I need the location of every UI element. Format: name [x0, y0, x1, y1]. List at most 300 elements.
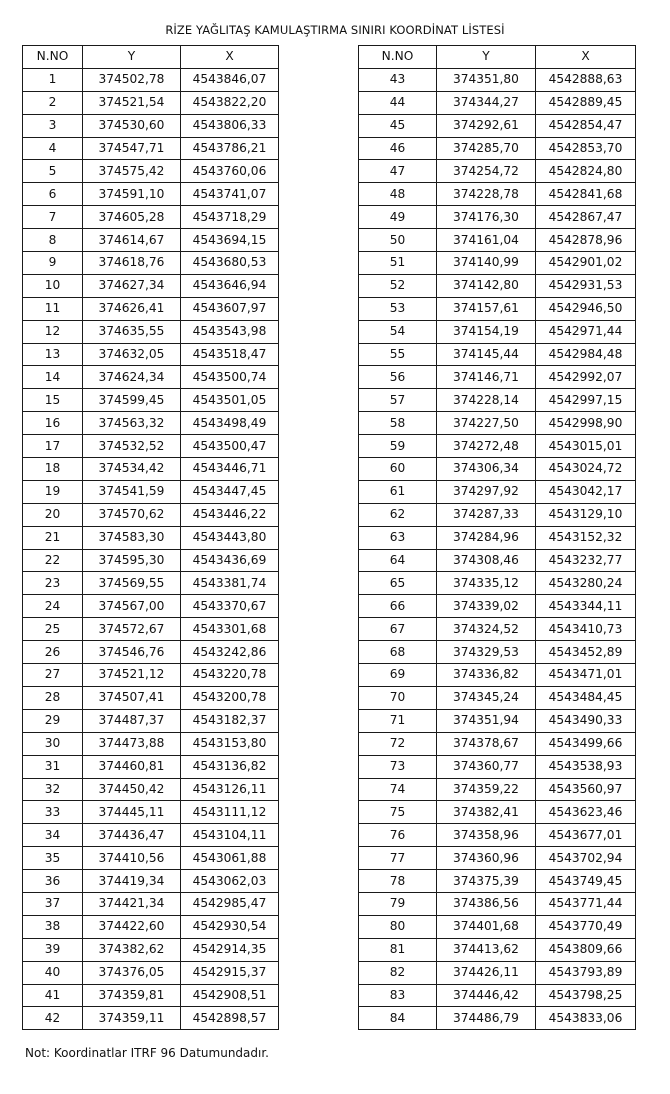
- x-coordinate-cell: 4543126,11: [181, 778, 279, 801]
- x-coordinate-cell: 4543061,88: [181, 847, 279, 870]
- y-coordinate-cell: 374486,79: [437, 1007, 536, 1030]
- table-row: [23, 229, 279, 252]
- point-number-cell: 38: [23, 915, 83, 938]
- y-coordinate-cell: 374176,30: [437, 206, 536, 229]
- x-coordinate-cell: 4543104,11: [181, 824, 279, 847]
- x-coordinate-cell: 4543760,06: [181, 160, 279, 183]
- y-coordinate-cell: 374422,60: [83, 915, 181, 938]
- point-number-cell: 23: [23, 572, 83, 595]
- table-row: [359, 229, 636, 252]
- x-coordinate-cell: 4543136,82: [181, 755, 279, 778]
- table-row: [23, 709, 279, 732]
- x-coordinate-cell: 4543200,78: [181, 686, 279, 709]
- table-row: [23, 984, 279, 1007]
- point-number-cell: 6: [23, 183, 83, 206]
- point-number-cell: 7: [23, 206, 83, 229]
- y-coordinate-cell: 374344,27: [437, 91, 536, 114]
- table-row: [23, 435, 279, 458]
- point-number-cell: 80: [359, 915, 437, 938]
- header-x: X: [536, 46, 636, 69]
- y-coordinate-cell: 374336,82: [437, 664, 536, 687]
- table-row: [359, 686, 636, 709]
- point-number-cell: 48: [359, 183, 437, 206]
- table-row: [359, 870, 636, 893]
- table-row: [23, 938, 279, 961]
- table-row: [359, 503, 636, 526]
- x-coordinate-cell: 4542888,63: [536, 68, 636, 91]
- header-point-number: N.NO: [23, 46, 83, 69]
- x-coordinate-cell: 4543786,21: [181, 137, 279, 160]
- point-number-cell: 65: [359, 572, 437, 595]
- point-number-cell: 1: [23, 68, 83, 91]
- point-number-cell: 82: [359, 961, 437, 984]
- y-coordinate-cell: 374375,39: [437, 870, 536, 893]
- x-coordinate-cell: 4543452,89: [536, 641, 636, 664]
- table-row: [359, 801, 636, 824]
- table-row: [359, 458, 636, 481]
- y-coordinate-cell: 374284,96: [437, 526, 536, 549]
- x-coordinate-cell: 4543490,33: [536, 709, 636, 732]
- point-number-cell: 26: [23, 641, 83, 664]
- point-number-cell: 73: [359, 755, 437, 778]
- point-number-cell: 63: [359, 526, 437, 549]
- y-coordinate-cell: 374446,42: [437, 984, 536, 1007]
- x-coordinate-cell: 4543153,80: [181, 732, 279, 755]
- y-coordinate-cell: 374351,94: [437, 709, 536, 732]
- point-number-cell: 10: [23, 274, 83, 297]
- x-coordinate-cell: 4543471,01: [536, 664, 636, 687]
- point-number-cell: 45: [359, 114, 437, 137]
- y-coordinate-cell: 374419,34: [83, 870, 181, 893]
- table-row: [23, 343, 279, 366]
- point-number-cell: 8: [23, 229, 83, 252]
- x-coordinate-cell: 4543809,66: [536, 938, 636, 961]
- table-row: [23, 366, 279, 389]
- table-row: [359, 938, 636, 961]
- table-row: [23, 1007, 279, 1030]
- y-coordinate-cell: 374359,81: [83, 984, 181, 1007]
- point-number-cell: 9: [23, 252, 83, 275]
- x-coordinate-cell: 4543538,93: [536, 755, 636, 778]
- point-number-cell: 74: [359, 778, 437, 801]
- table-body-right: [359, 68, 636, 1029]
- table-header-row: [359, 46, 636, 69]
- x-coordinate-cell: 4543129,10: [536, 503, 636, 526]
- y-coordinate-cell: 374306,34: [437, 458, 536, 481]
- point-number-cell: 41: [23, 984, 83, 1007]
- x-coordinate-cell: 4542878,96: [536, 229, 636, 252]
- x-coordinate-cell: 4543015,01: [536, 435, 636, 458]
- point-number-cell: 28: [23, 686, 83, 709]
- x-coordinate-cell: 4543718,29: [181, 206, 279, 229]
- point-number-cell: 27: [23, 664, 83, 687]
- y-coordinate-cell: 374161,04: [437, 229, 536, 252]
- point-number-cell: 11: [23, 297, 83, 320]
- x-coordinate-cell: 4543242,86: [181, 641, 279, 664]
- y-coordinate-cell: 374473,88: [83, 732, 181, 755]
- point-number-cell: 70: [359, 686, 437, 709]
- x-coordinate-cell: 4542997,15: [536, 389, 636, 412]
- x-coordinate-cell: 4543498,49: [181, 412, 279, 435]
- table-row: [23, 778, 279, 801]
- table-row: [359, 160, 636, 183]
- x-coordinate-cell: 4542992,07: [536, 366, 636, 389]
- x-coordinate-cell: 4543646,94: [181, 274, 279, 297]
- x-coordinate-cell: 4543543,98: [181, 320, 279, 343]
- x-coordinate-cell: 4542898,57: [181, 1007, 279, 1030]
- point-number-cell: 68: [359, 641, 437, 664]
- table-row: [23, 595, 279, 618]
- point-number-cell: 20: [23, 503, 83, 526]
- point-number-cell: 42: [23, 1007, 83, 1030]
- x-coordinate-cell: 4542915,37: [181, 961, 279, 984]
- point-number-cell: 49: [359, 206, 437, 229]
- y-coordinate-cell: 374329,53: [437, 641, 536, 664]
- y-coordinate-cell: 374547,71: [83, 137, 181, 160]
- x-coordinate-cell: 4543484,45: [536, 686, 636, 709]
- table-row: [23, 686, 279, 709]
- x-coordinate-cell: 4542901,02: [536, 252, 636, 275]
- table-row: [359, 252, 636, 275]
- point-number-cell: 35: [23, 847, 83, 870]
- table-row: [23, 503, 279, 526]
- point-number-cell: 14: [23, 366, 83, 389]
- y-coordinate-cell: 374360,96: [437, 847, 536, 870]
- y-coordinate-cell: 374575,42: [83, 160, 181, 183]
- y-coordinate-cell: 374624,34: [83, 366, 181, 389]
- y-coordinate-cell: 374627,34: [83, 274, 181, 297]
- x-coordinate-cell: 4542930,54: [181, 915, 279, 938]
- x-coordinate-cell: 4543770,49: [536, 915, 636, 938]
- point-number-cell: 62: [359, 503, 437, 526]
- point-number-cell: 2: [23, 91, 83, 114]
- table-row: [359, 343, 636, 366]
- y-coordinate-cell: 374436,47: [83, 824, 181, 847]
- point-number-cell: 64: [359, 549, 437, 572]
- x-coordinate-cell: 4543518,47: [181, 343, 279, 366]
- y-coordinate-cell: 374605,28: [83, 206, 181, 229]
- table-row: [23, 480, 279, 503]
- point-number-cell: 52: [359, 274, 437, 297]
- point-number-cell: 76: [359, 824, 437, 847]
- point-number-cell: 61: [359, 480, 437, 503]
- table-row: [23, 183, 279, 206]
- point-number-cell: 75: [359, 801, 437, 824]
- x-coordinate-cell: 4543741,07: [181, 183, 279, 206]
- x-coordinate-cell: 4543680,53: [181, 252, 279, 275]
- x-coordinate-cell: 4543436,69: [181, 549, 279, 572]
- x-coordinate-cell: 4542841,68: [536, 183, 636, 206]
- y-coordinate-cell: 374626,41: [83, 297, 181, 320]
- x-coordinate-cell: 4543500,74: [181, 366, 279, 389]
- y-coordinate-cell: 374359,22: [437, 778, 536, 801]
- x-coordinate-cell: 4543806,33: [181, 114, 279, 137]
- table-row: [23, 389, 279, 412]
- y-coordinate-cell: 374254,72: [437, 160, 536, 183]
- point-number-cell: 13: [23, 343, 83, 366]
- y-coordinate-cell: 374335,12: [437, 572, 536, 595]
- y-coordinate-cell: 374376,05: [83, 961, 181, 984]
- table-row: [23, 252, 279, 275]
- x-coordinate-cell: 4542931,53: [536, 274, 636, 297]
- y-coordinate-cell: 374157,61: [437, 297, 536, 320]
- y-coordinate-cell: 374324,52: [437, 618, 536, 641]
- x-coordinate-cell: 4543702,94: [536, 847, 636, 870]
- table-row: [359, 618, 636, 641]
- x-coordinate-cell: 4542971,44: [536, 320, 636, 343]
- table-row: [23, 824, 279, 847]
- table-row: [23, 412, 279, 435]
- x-coordinate-cell: 4543220,78: [181, 664, 279, 687]
- x-coordinate-cell: 4543846,07: [181, 68, 279, 91]
- y-coordinate-cell: 374563,32: [83, 412, 181, 435]
- table-row: [23, 549, 279, 572]
- x-coordinate-cell: 4543443,80: [181, 526, 279, 549]
- table-row: [23, 961, 279, 984]
- point-number-cell: 32: [23, 778, 83, 801]
- table-row: [359, 206, 636, 229]
- point-number-cell: 15: [23, 389, 83, 412]
- point-number-cell: 58: [359, 412, 437, 435]
- point-number-cell: 50: [359, 229, 437, 252]
- x-coordinate-cell: 4543749,45: [536, 870, 636, 893]
- x-coordinate-cell: 4542998,90: [536, 412, 636, 435]
- point-number-cell: 55: [359, 343, 437, 366]
- table-row: [359, 412, 636, 435]
- header-point-number: N.NO: [359, 46, 437, 69]
- point-number-cell: 43: [359, 68, 437, 91]
- x-coordinate-cell: 4543381,74: [181, 572, 279, 595]
- x-coordinate-cell: 4543623,46: [536, 801, 636, 824]
- y-coordinate-cell: 374359,11: [83, 1007, 181, 1030]
- table-row: [23, 755, 279, 778]
- table-row: [359, 320, 636, 343]
- x-coordinate-cell: 4543771,44: [536, 892, 636, 915]
- point-number-cell: 79: [359, 892, 437, 915]
- y-coordinate-cell: 374345,24: [437, 686, 536, 709]
- x-coordinate-cell: 4543501,05: [181, 389, 279, 412]
- point-number-cell: 19: [23, 480, 83, 503]
- point-number-cell: 40: [23, 961, 83, 984]
- y-coordinate-cell: 374530,60: [83, 114, 181, 137]
- point-number-cell: 17: [23, 435, 83, 458]
- point-number-cell: 12: [23, 320, 83, 343]
- table-row: [23, 68, 279, 91]
- y-coordinate-cell: 374541,59: [83, 480, 181, 503]
- table-row: [359, 435, 636, 458]
- y-coordinate-cell: 374410,56: [83, 847, 181, 870]
- y-coordinate-cell: 374599,45: [83, 389, 181, 412]
- y-coordinate-cell: 374292,61: [437, 114, 536, 137]
- x-coordinate-cell: 4543607,97: [181, 297, 279, 320]
- y-coordinate-cell: 374228,14: [437, 389, 536, 412]
- table-row: [23, 160, 279, 183]
- table-row: [359, 572, 636, 595]
- y-coordinate-cell: 374591,10: [83, 183, 181, 206]
- point-number-cell: 77: [359, 847, 437, 870]
- y-coordinate-cell: 374413,62: [437, 938, 536, 961]
- x-coordinate-cell: 4542985,47: [181, 892, 279, 915]
- table-body-left: [23, 68, 279, 1029]
- table-row: [359, 595, 636, 618]
- point-number-cell: 33: [23, 801, 83, 824]
- table-row: [359, 984, 636, 1007]
- y-coordinate-cell: 374142,80: [437, 274, 536, 297]
- x-coordinate-cell: 4543677,01: [536, 824, 636, 847]
- table-row: [359, 389, 636, 412]
- x-coordinate-cell: 4543152,32: [536, 526, 636, 549]
- table-row: [359, 91, 636, 114]
- point-number-cell: 37: [23, 892, 83, 915]
- table-row: [359, 664, 636, 687]
- x-coordinate-cell: 4543182,37: [181, 709, 279, 732]
- table-row: [23, 526, 279, 549]
- table-row: [23, 572, 279, 595]
- y-coordinate-cell: 374227,50: [437, 412, 536, 435]
- y-coordinate-cell: 374572,67: [83, 618, 181, 641]
- point-number-cell: 47: [359, 160, 437, 183]
- table-row: [359, 824, 636, 847]
- point-number-cell: 36: [23, 870, 83, 893]
- y-coordinate-cell: 374583,30: [83, 526, 181, 549]
- table-row: [23, 870, 279, 893]
- x-coordinate-cell: 4543500,47: [181, 435, 279, 458]
- y-coordinate-cell: 374595,30: [83, 549, 181, 572]
- table-row: [23, 915, 279, 938]
- table-row: [359, 755, 636, 778]
- table-row: [359, 847, 636, 870]
- y-coordinate-cell: 374272,48: [437, 435, 536, 458]
- point-number-cell: 59: [359, 435, 437, 458]
- point-number-cell: 51: [359, 252, 437, 275]
- y-coordinate-cell: 374450,42: [83, 778, 181, 801]
- y-coordinate-cell: 374285,70: [437, 137, 536, 160]
- point-number-cell: 3: [23, 114, 83, 137]
- x-coordinate-cell: 4543446,22: [181, 503, 279, 526]
- table-row: [359, 1007, 636, 1030]
- point-number-cell: 84: [359, 1007, 437, 1030]
- table-row: [359, 68, 636, 91]
- point-number-cell: 53: [359, 297, 437, 320]
- y-coordinate-cell: 374154,19: [437, 320, 536, 343]
- y-coordinate-cell: 374567,00: [83, 595, 181, 618]
- y-coordinate-cell: 374569,55: [83, 572, 181, 595]
- x-coordinate-cell: 4543798,25: [536, 984, 636, 1007]
- table-row: [23, 114, 279, 137]
- table-row: [23, 297, 279, 320]
- point-number-cell: 39: [23, 938, 83, 961]
- header-x: X: [181, 46, 279, 69]
- table-row: [359, 732, 636, 755]
- y-coordinate-cell: 374287,33: [437, 503, 536, 526]
- table-row: [23, 274, 279, 297]
- x-coordinate-cell: 4542908,51: [181, 984, 279, 1007]
- x-coordinate-cell: 4542889,45: [536, 91, 636, 114]
- table-row: [23, 91, 279, 114]
- table-row: [23, 320, 279, 343]
- point-number-cell: 57: [359, 389, 437, 412]
- point-number-cell: 31: [23, 755, 83, 778]
- table-row: [359, 641, 636, 664]
- y-coordinate-cell: 374401,68: [437, 915, 536, 938]
- x-coordinate-cell: 4543232,77: [536, 549, 636, 572]
- y-coordinate-cell: 374614,67: [83, 229, 181, 252]
- point-number-cell: 22: [23, 549, 83, 572]
- point-number-cell: 34: [23, 824, 83, 847]
- x-coordinate-cell: 4543042,17: [536, 480, 636, 503]
- table-row: [23, 618, 279, 641]
- point-number-cell: 21: [23, 526, 83, 549]
- point-number-cell: 18: [23, 458, 83, 481]
- y-coordinate-cell: 374635,55: [83, 320, 181, 343]
- x-coordinate-cell: 4543560,97: [536, 778, 636, 801]
- x-coordinate-cell: 4543447,45: [181, 480, 279, 503]
- point-number-cell: 54: [359, 320, 437, 343]
- table-row: [359, 778, 636, 801]
- y-coordinate-cell: 374460,81: [83, 755, 181, 778]
- table-row: [359, 480, 636, 503]
- x-coordinate-cell: 4543822,20: [181, 91, 279, 114]
- point-number-cell: 30: [23, 732, 83, 755]
- header-y: Y: [437, 46, 536, 69]
- coordinate-table-left: [22, 45, 279, 1030]
- y-coordinate-cell: 374386,56: [437, 892, 536, 915]
- table-row: [359, 915, 636, 938]
- table-row: [359, 183, 636, 206]
- y-coordinate-cell: 374421,34: [83, 892, 181, 915]
- table-row: [23, 892, 279, 915]
- y-coordinate-cell: 374378,67: [437, 732, 536, 755]
- point-number-cell: 60: [359, 458, 437, 481]
- table-row: [359, 114, 636, 137]
- y-coordinate-cell: 374618,76: [83, 252, 181, 275]
- y-coordinate-cell: 374360,77: [437, 755, 536, 778]
- x-coordinate-cell: 4543344,11: [536, 595, 636, 618]
- x-coordinate-cell: 4542984,48: [536, 343, 636, 366]
- y-coordinate-cell: 374351,80: [437, 68, 536, 91]
- y-coordinate-cell: 374532,52: [83, 435, 181, 458]
- y-coordinate-cell: 374358,96: [437, 824, 536, 847]
- point-number-cell: 46: [359, 137, 437, 160]
- x-coordinate-cell: 4542854,47: [536, 114, 636, 137]
- y-coordinate-cell: 374521,12: [83, 664, 181, 687]
- point-number-cell: 69: [359, 664, 437, 687]
- x-coordinate-cell: 4543301,68: [181, 618, 279, 641]
- x-coordinate-cell: 4543410,73: [536, 618, 636, 641]
- y-coordinate-cell: 374546,76: [83, 641, 181, 664]
- point-number-cell: 83: [359, 984, 437, 1007]
- point-number-cell: 29: [23, 709, 83, 732]
- x-coordinate-cell: 4542824,80: [536, 160, 636, 183]
- point-number-cell: 4: [23, 137, 83, 160]
- y-coordinate-cell: 374382,62: [83, 938, 181, 961]
- table-row: [359, 549, 636, 572]
- y-coordinate-cell: 374534,42: [83, 458, 181, 481]
- table-row: [359, 526, 636, 549]
- x-coordinate-cell: 4542867,47: [536, 206, 636, 229]
- x-coordinate-cell: 4543446,71: [181, 458, 279, 481]
- point-number-cell: 81: [359, 938, 437, 961]
- y-coordinate-cell: 374632,05: [83, 343, 181, 366]
- point-number-cell: 44: [359, 91, 437, 114]
- point-number-cell: 24: [23, 595, 83, 618]
- table-row: [359, 297, 636, 320]
- y-coordinate-cell: 374228,78: [437, 183, 536, 206]
- x-coordinate-cell: 4543280,24: [536, 572, 636, 595]
- y-coordinate-cell: 374445,11: [83, 801, 181, 824]
- table-row: [359, 892, 636, 915]
- table-row: [359, 137, 636, 160]
